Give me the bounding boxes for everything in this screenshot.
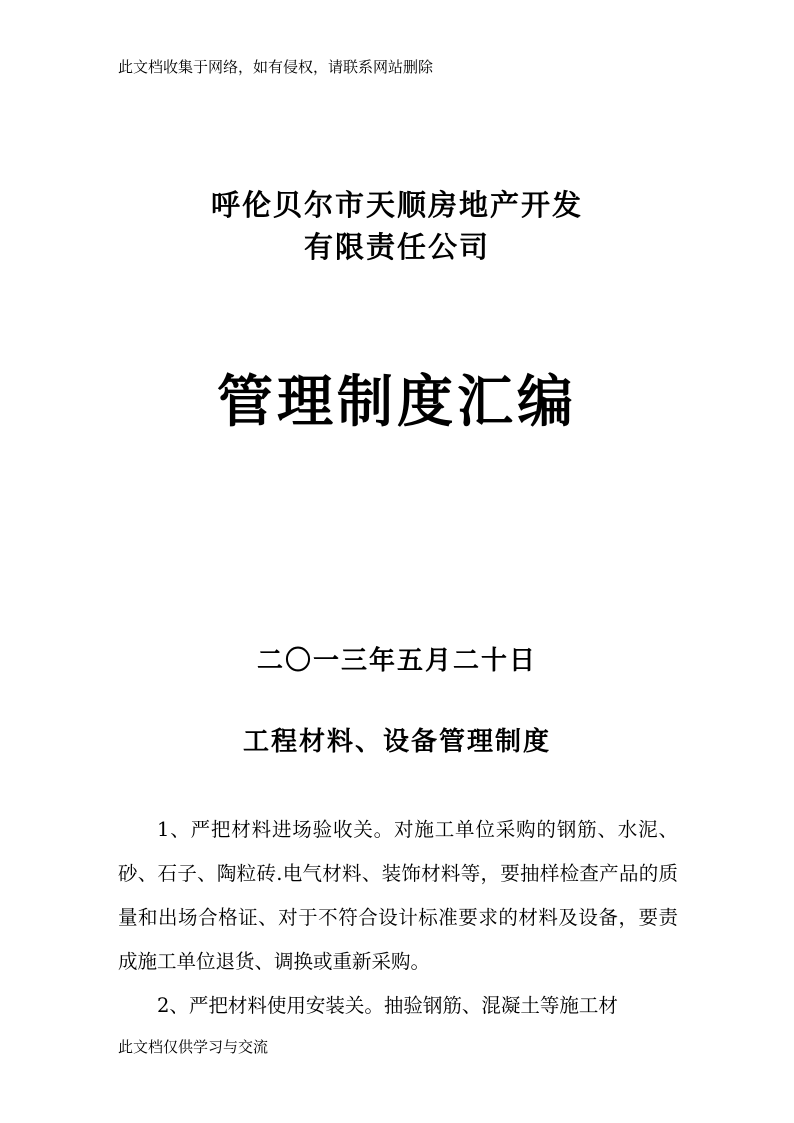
paragraph-2: 2、严把材料使用安装关。抽验钢筋、混凝土等施工材 xyxy=(157,994,618,1017)
company-name-line-2: 有限责任公司 xyxy=(303,230,490,264)
section-body xyxy=(118,808,678,1028)
page-footer-note: 此文档仅供学习与交流 xyxy=(118,1038,269,1056)
document-date: 二〇一三年五月二十日 xyxy=(256,646,537,676)
document-title: 管理制度汇编 xyxy=(217,369,577,435)
section-title: 工程材料、设备管理制度 xyxy=(242,727,551,757)
page-header-note: 此文档收集于网络，如有侵权，请联系网站删除 xyxy=(118,58,434,76)
paragraph-1: 1、严把材料进场验收关。对施工单位采购的钢筋、水泥、砂、石子、陶粒砖.电气材料、装饰材料等，要抽样检查产品的质量和出场合格证、对于不符合设计标准要求的材料及设备，要责成施工单位退货、调换或重新采购。 xyxy=(118,818,678,973)
company-name-line-1: 呼伦贝尔市天顺房地产开发 xyxy=(210,188,583,222)
